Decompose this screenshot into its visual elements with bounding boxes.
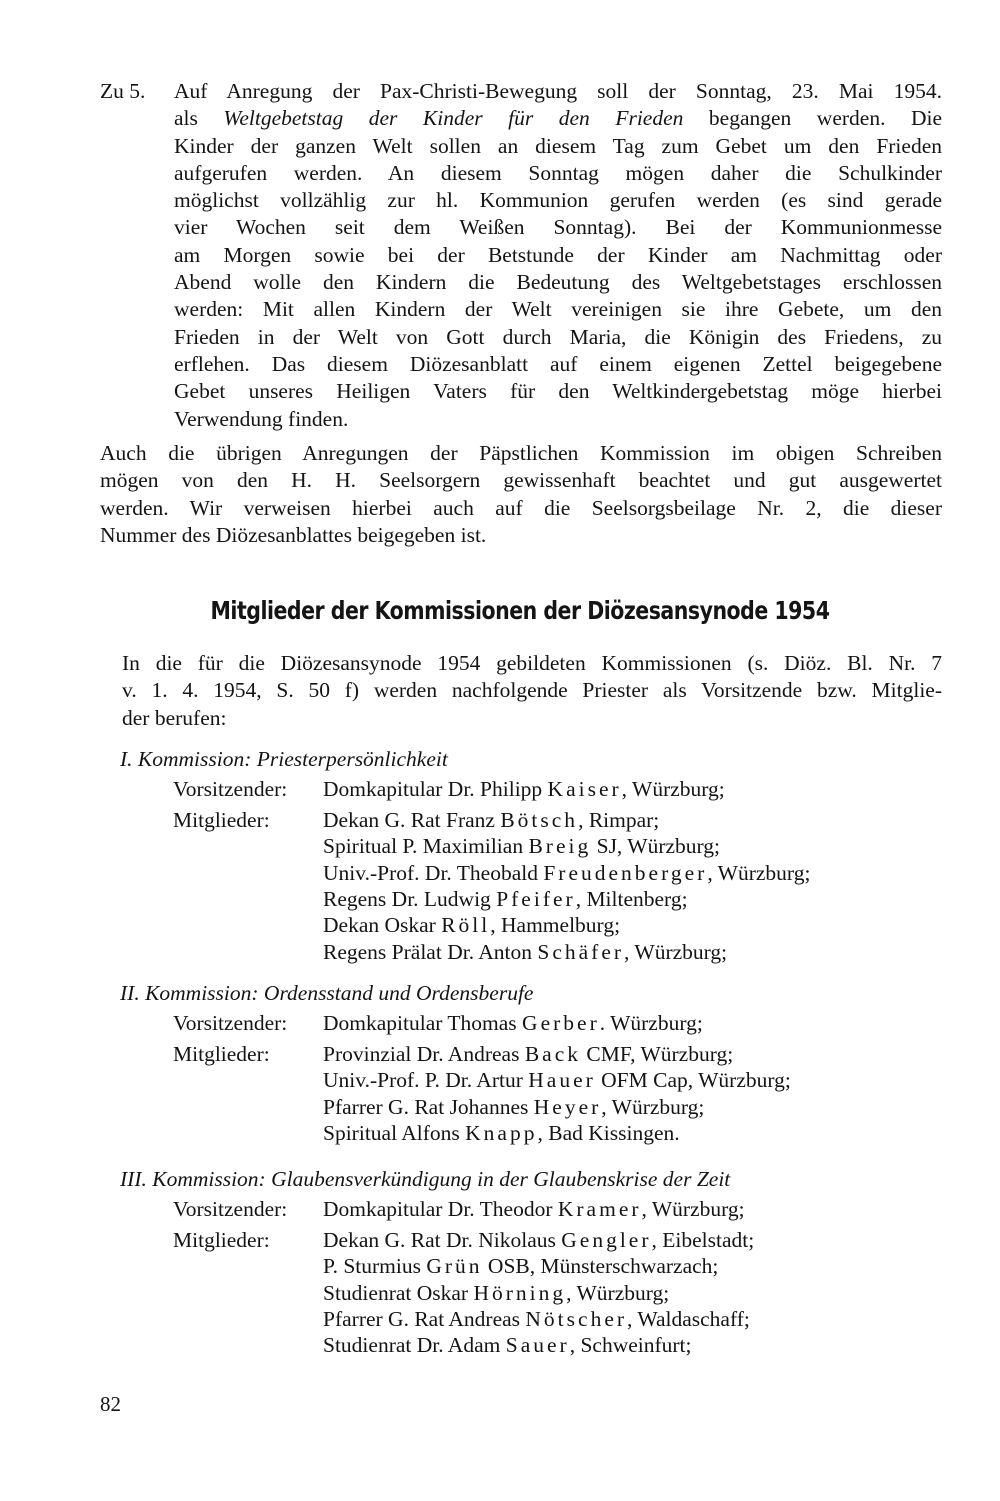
- members-list: [323, 1041, 791, 1147]
- surname: Gengler: [561, 1227, 652, 1252]
- text-segment: Spiritual Alfons: [323, 1121, 466, 1146]
- emphasis-text: Weltgebetstag der Kinder für den Frieden: [223, 106, 684, 131]
- text-segment: , Würzburg;: [641, 1197, 745, 1222]
- text-segment: SJ, Würzburg;: [591, 834, 721, 859]
- surname: Breig: [528, 834, 592, 859]
- chair-label: Vorsitzender:: [173, 1011, 288, 1036]
- item-5-section: [100, 78, 942, 433]
- text-segment: Univ.-Prof. Dr. Theobald: [323, 860, 544, 885]
- text-line: [174, 242, 942, 269]
- member-entry: [323, 1280, 754, 1306]
- member-entry: [323, 1067, 791, 1093]
- text-line: [174, 187, 942, 214]
- text-line: [174, 351, 942, 378]
- text-segment: aufgerufen werden. An diesem Sonntag mögen daher die Schulkinder: [174, 160, 942, 185]
- surname: Freudenberger: [543, 860, 708, 885]
- member-entry: [323, 807, 810, 833]
- member-entry: [323, 833, 810, 859]
- surname: Back: [524, 1041, 582, 1066]
- surname: Gerber: [522, 1011, 600, 1036]
- commission-block: [120, 1166, 950, 1359]
- text-segment: Domkapitular Dr. Philipp: [323, 777, 548, 802]
- text-segment: Regens Prälat Dr. Anton: [323, 939, 538, 964]
- text-line: [174, 406, 942, 433]
- surname: Heyer: [533, 1094, 602, 1119]
- item-5-label: Zu 5.: [100, 79, 146, 103]
- commission-block: [120, 980, 950, 1146]
- text-line: [174, 324, 942, 351]
- commission-title: I. Kommission: Priesterpersönlichkeit: [120, 747, 448, 771]
- chair-label: Vorsitzender:: [173, 777, 288, 802]
- member-entry: [323, 1306, 754, 1332]
- intro-paragraph: [122, 650, 942, 732]
- text-segment: Kinder der ganzen Welt sollen an diesem Tag zum Gebet um den Frieden: [174, 133, 942, 158]
- text-segment: , Würzburg;: [707, 860, 811, 885]
- text-segment: P. Sturmius: [323, 1254, 427, 1279]
- member-entry: [323, 939, 810, 965]
- members-row: [120, 1041, 950, 1147]
- text-segment: begangen werden. Die: [683, 106, 942, 131]
- text-segment: , Rimpar;: [578, 807, 660, 832]
- text-segment: Dekan Oskar: [323, 913, 442, 938]
- text-segment: , Würzburg;: [624, 939, 728, 964]
- text-segment: Domkapitular Dr. Theodor: [323, 1197, 558, 1222]
- surname: Grün: [426, 1254, 483, 1279]
- text-segment: Gebet unseres Heiligen Vaters für den Weltkindergebetstag möge hierbei: [174, 379, 942, 404]
- text-line: [174, 214, 942, 241]
- members-row: [120, 807, 950, 965]
- text-segment: als: [174, 106, 224, 131]
- text-segment: werden: Mit allen Kindern der Welt vereinigen sie ihre Gebete, um den: [174, 297, 942, 322]
- chair-label: Vorsitzender:: [173, 1197, 288, 1222]
- member-entry: [323, 1332, 754, 1358]
- text-segment: Abend wolle den Kindern die Bedeutung des Weltgebetstages erschlossen: [174, 270, 942, 295]
- text-line: [174, 105, 942, 132]
- text-segment: vier Wochen seit dem Weißen Sonntag). Bei der Kommunionmesse: [174, 215, 942, 240]
- text-segment: Domkapitular Thomas: [323, 1011, 523, 1036]
- text-line: Nummer des Diözesanblattes beigegeben ist.: [100, 522, 487, 547]
- text-segment: am Morgen sowie bei der Betstunde der Kinder am Nachmittag oder: [174, 242, 942, 267]
- text-segment: CMF, Würzburg;: [581, 1041, 734, 1066]
- text-segment: Regens Dr. Ludwig: [323, 887, 497, 912]
- text-line: [174, 269, 942, 296]
- chair-name: [323, 1196, 745, 1222]
- text-segment: Dekan G. Rat Franz: [323, 807, 501, 832]
- surname: Hörning: [473, 1280, 567, 1305]
- text-segment: . Würzburg;: [599, 1011, 703, 1036]
- surname: Kaiser: [547, 777, 622, 802]
- text-segment: Dekan G. Rat Dr. Nikolaus: [323, 1227, 562, 1252]
- member-entry: [323, 886, 810, 912]
- text-segment: Pfarrer G. Rat Andreas: [323, 1307, 526, 1332]
- text-line: [174, 78, 942, 105]
- surname: Kramer: [557, 1197, 642, 1222]
- text-segment: OSB, Münsterschwarzach;: [482, 1254, 719, 1279]
- text-segment: OFM Cap, Würzburg;: [595, 1068, 791, 1093]
- chair-row: [120, 1196, 950, 1222]
- surname: Knapp: [465, 1121, 538, 1146]
- text-segment: , Würzburg;: [601, 1094, 705, 1119]
- member-entry: [323, 1094, 791, 1120]
- surname: Sauer: [505, 1333, 570, 1358]
- surname: Schäfer: [537, 939, 625, 964]
- members-row: [120, 1227, 950, 1359]
- members-list: [323, 807, 810, 965]
- members-label: Mitglieder:: [173, 807, 270, 832]
- text-line: der berufen:: [122, 705, 227, 730]
- chair-row: [120, 776, 950, 802]
- member-entry: [323, 1227, 754, 1253]
- text-segment: Studienrat Oskar: [323, 1280, 474, 1305]
- text-segment: erflehen. Das diesem Diözesanblatt auf einem eigenen Zettel beigegebene: [174, 351, 942, 376]
- text-segment: , Eibelstadt;: [651, 1227, 755, 1252]
- text-line: [174, 378, 942, 405]
- member-entry: [323, 1041, 791, 1067]
- text-segment: , Bad Kissingen.: [537, 1121, 680, 1146]
- commission-title: II. Kommission: Ordensstand und Ordensberufe: [120, 981, 534, 1005]
- text-line: mögen von den H. H. Seelsorgern gewissenhaft beachtet und gut ausgewertet: [100, 468, 942, 493]
- text-segment: Studienrat Dr. Adam: [323, 1333, 506, 1358]
- page-number: 82: [100, 1392, 121, 1416]
- commission-block: [120, 746, 950, 965]
- surname: Nötscher: [525, 1307, 628, 1332]
- text-segment: möglichst vollzählig zur hl. Kommunion gerufen werden (es sind gerade: [174, 188, 942, 213]
- member-entry: [323, 912, 810, 938]
- text-line: [174, 296, 942, 323]
- member-entry: [323, 860, 810, 886]
- text-segment: Frieden in der Welt von Gott durch Maria, die Königin des Friedens, zu: [174, 324, 942, 349]
- text-segment: , Miltenberg;: [575, 887, 688, 912]
- text-line: [174, 160, 942, 187]
- text-segment: , Waldaschaff;: [627, 1307, 750, 1332]
- text-segment: Verwendung finden.: [174, 406, 349, 431]
- text-line: v. 1. 4. 1954, S. 50 f) werden nachfolgende Priester als Vorsitzende bzw. Mitglie-: [122, 678, 942, 703]
- members-label: Mitglieder:: [173, 1227, 270, 1252]
- member-entry: [323, 1253, 754, 1279]
- surname: Röll: [441, 913, 491, 938]
- surname: Bötsch: [500, 807, 579, 832]
- text-segment: Spiritual P. Maximilian: [323, 834, 529, 859]
- text-line: Auch die übrigen Anregungen der Päpstlichen Kommission im obigen Schreiben: [100, 441, 942, 465]
- text-segment: Provinzial Dr. Andreas: [323, 1041, 525, 1066]
- text-segment: , Würzburg;: [621, 777, 725, 802]
- section-heading: Mitglieder der Kommissionen der Diözesansynode 1954: [210, 596, 830, 625]
- chair-row: [120, 1010, 950, 1036]
- members-list: [323, 1227, 754, 1359]
- commission-title: III. Kommission: Glaubensverkündigung in der Glaubenskrise der Zeit: [120, 1167, 731, 1191]
- text-segment: Auf Anregung der Pax-Christi-Bewegung soll der Sonntag, 23. Mai 1954.: [174, 79, 942, 103]
- text-line: In die für die Diözesansynode 1954 gebildeten Kommissionen (s. Diöz. Bl. Nr. 7: [122, 651, 942, 675]
- text-segment: , Hammelburg;: [490, 913, 621, 938]
- surname: Pfeifer: [496, 887, 576, 912]
- members-label: Mitglieder:: [173, 1041, 270, 1066]
- text-line: [174, 133, 942, 160]
- text-segment: Pfarrer G. Rat Johannes: [323, 1094, 534, 1119]
- chair-name: [323, 776, 725, 802]
- surname: Hauer: [528, 1068, 596, 1093]
- text-line: werden. Wir verweisen hierbei auch auf die Seelsorgsbeilage Nr. 2, die dieser: [100, 495, 942, 520]
- paragraph-recommendations: [100, 440, 942, 549]
- text-segment: , Schweinfurt;: [569, 1333, 692, 1358]
- text-segment: Univ.-Prof. P. Dr. Artur: [323, 1068, 529, 1093]
- member-entry: [323, 1120, 791, 1146]
- chair-name: [323, 1010, 703, 1036]
- text-segment: , Würzburg;: [566, 1280, 670, 1305]
- item-5-body: [174, 78, 942, 433]
